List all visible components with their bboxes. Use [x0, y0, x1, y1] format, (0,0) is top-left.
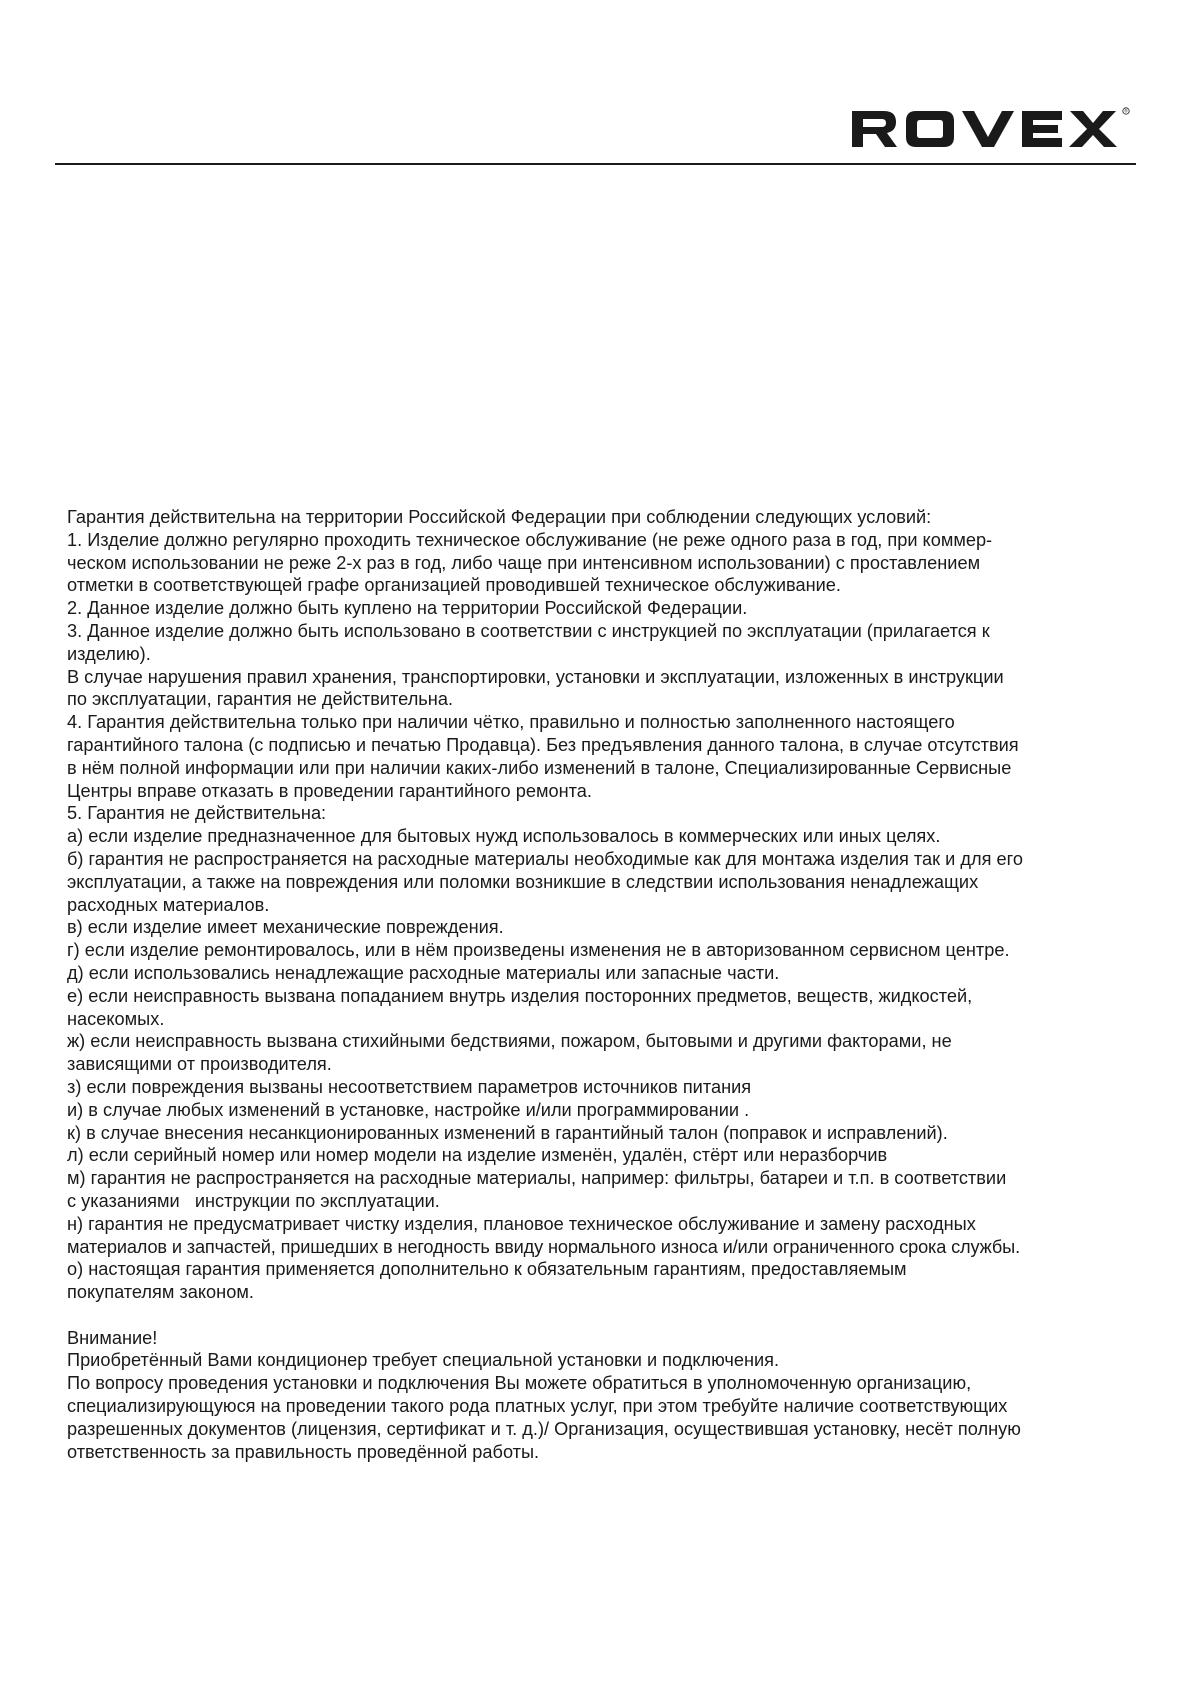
text-line: в нём полной информации или при наличии каких-либо изменений в талоне, Специализированные Сервисные — [67, 757, 1012, 778]
text-line: В случае нарушения правил хранения, транспортировки, установки и эксплуатации, изложенных в инструкции — [67, 666, 1004, 687]
text-line: 1. Изделие должно регулярно проходить техническое обслуживание (не реже одного раза в год, при коммер- — [67, 529, 993, 550]
text-line: о) настоящая гарантия применяется дополнительно к обязательным гарантиям, предоставляемым — [67, 1259, 907, 1280]
text-line: расходных материалов. — [67, 894, 270, 915]
warranty-heading: Гарантия действительна на территории Российской Федерации при соблюдении следующих условий: — [67, 507, 932, 527]
text-line: з) если повреждения вызваны несоответствием параметров источников питания — [67, 1076, 752, 1097]
text-line: с указаниями инструкции по эксплуатации. — [67, 1190, 440, 1211]
text-line: отметки в соответствующей графе организацией проводившей техническое обслуживание. — [67, 575, 841, 596]
text-line: д) если использовались ненадлежащие расходные материалы или запасные части. — [67, 962, 780, 983]
text-line: Центры вправе отказать в проведении гарантийного ремонта. — [67, 780, 592, 801]
text-line: л) если серийный номер или номер модели на изделие изменён, удалён, стёрт или неразборчив — [67, 1145, 888, 1166]
text-line: насекомых. — [67, 1008, 165, 1029]
header-divider — [55, 163, 1136, 165]
text-line: 4. Гарантия действительна только при наличии чётко, правильно и полностью заполненного настоящего — [67, 712, 955, 733]
text-line: 3. Данное изделие должно быть использовано в соответствии с инструкцией по эксплуатации (прилагается к — [67, 620, 990, 641]
rovex-logo — [850, 105, 1133, 153]
warranty-conditions — [67, 506, 1147, 1304]
text-line: м) гарантия не распространяется на расходные материалы, например: фильтры, батареи и т.п. в соответствии — [67, 1168, 1007, 1189]
text-line: ческом использовании не реже 2-х раз в год, либо чаще при интенсивном использовании) с проставлением — [67, 552, 981, 573]
text-line: в) если изделие имеет механические повреждения. — [67, 917, 504, 938]
text-line: изделию). — [67, 643, 151, 664]
text-line: материалов и запчастей, пришедших в негодность ввиду нормального износа и/или ограниченного срока службы. — [67, 1236, 1020, 1257]
text-line: к) в случае внесения несанкционированных изменений в гарантийный талон (поправок и исправлений). — [67, 1122, 948, 1143]
text-line: гарантийного талона (с подписью и печатью Продавца). Без предъявления данного талона, в случае отсутствия — [67, 734, 1019, 755]
text-line: по эксплуатации, гарантия не действительна. — [67, 689, 453, 710]
text-line: ответственность за правильность проведённой работы. — [67, 1441, 540, 1462]
text-line: н) гарантия не предусматривает чистку изделия, плановое техническое обслуживание и замену расходных — [67, 1213, 976, 1234]
text-line: 2. Данное изделие должно быть куплено на территории Российской Федерации. — [67, 598, 748, 619]
attention-notice — [67, 1327, 1147, 1464]
document-body — [67, 506, 1147, 1463]
text-line: 5. Гарантия не действительна: — [67, 803, 327, 824]
text-line: Приобретённый Вами кондиционер требует специальной установки и подключения. — [67, 1350, 780, 1371]
text-line: эксплуатации, а также на повреждения или поломки возникшие в следствии использования ненадлежащих — [67, 871, 979, 892]
text-line: а) если изделие предназначенное для бытовых нужд использовалось в коммерческих или иных целях. — [67, 826, 941, 847]
text-line: б) гарантия не распространяется на расходные материалы необходимые как для монтажа изделия так и для его — [67, 848, 1023, 869]
text-line: и) в случае любых изменений в установке, настройке и/или программировании . — [67, 1099, 750, 1120]
text-line: специализирующуюся на проведении такого рода платных услуг, при этом требуйте наличие соответствующих — [67, 1396, 1008, 1417]
text-line: По вопросу проведения установки и подключения Вы можете обратиться в уполномоченную организацию, — [67, 1373, 972, 1394]
text-line: г) если изделие ремонтировалось, или в нём произведены изменения не в авторизованном сервисном центре. — [67, 940, 1010, 961]
attention-heading: Внимание! — [67, 1327, 158, 1348]
text-line: е) если неисправность вызвана попаданием внутрь изделия посторонних предметов, веществ, жидкостей, — [67, 985, 973, 1006]
text-line: разрешенных документов (лицензия, сертификат и т. д.)/ Организация, осуществившая установку, несёт полную — [67, 1418, 1021, 1439]
svg-text:®: ® — [1123, 108, 1129, 114]
text-line: зависящими от производителя. — [67, 1054, 332, 1075]
logo-text — [850, 153, 851, 154]
text-line: покупателям законом. — [67, 1282, 254, 1303]
text-line: ж) если неисправность вызвана стихийными бедствиями, пожаром, бытовыми и другими факторами, не — [67, 1031, 952, 1052]
